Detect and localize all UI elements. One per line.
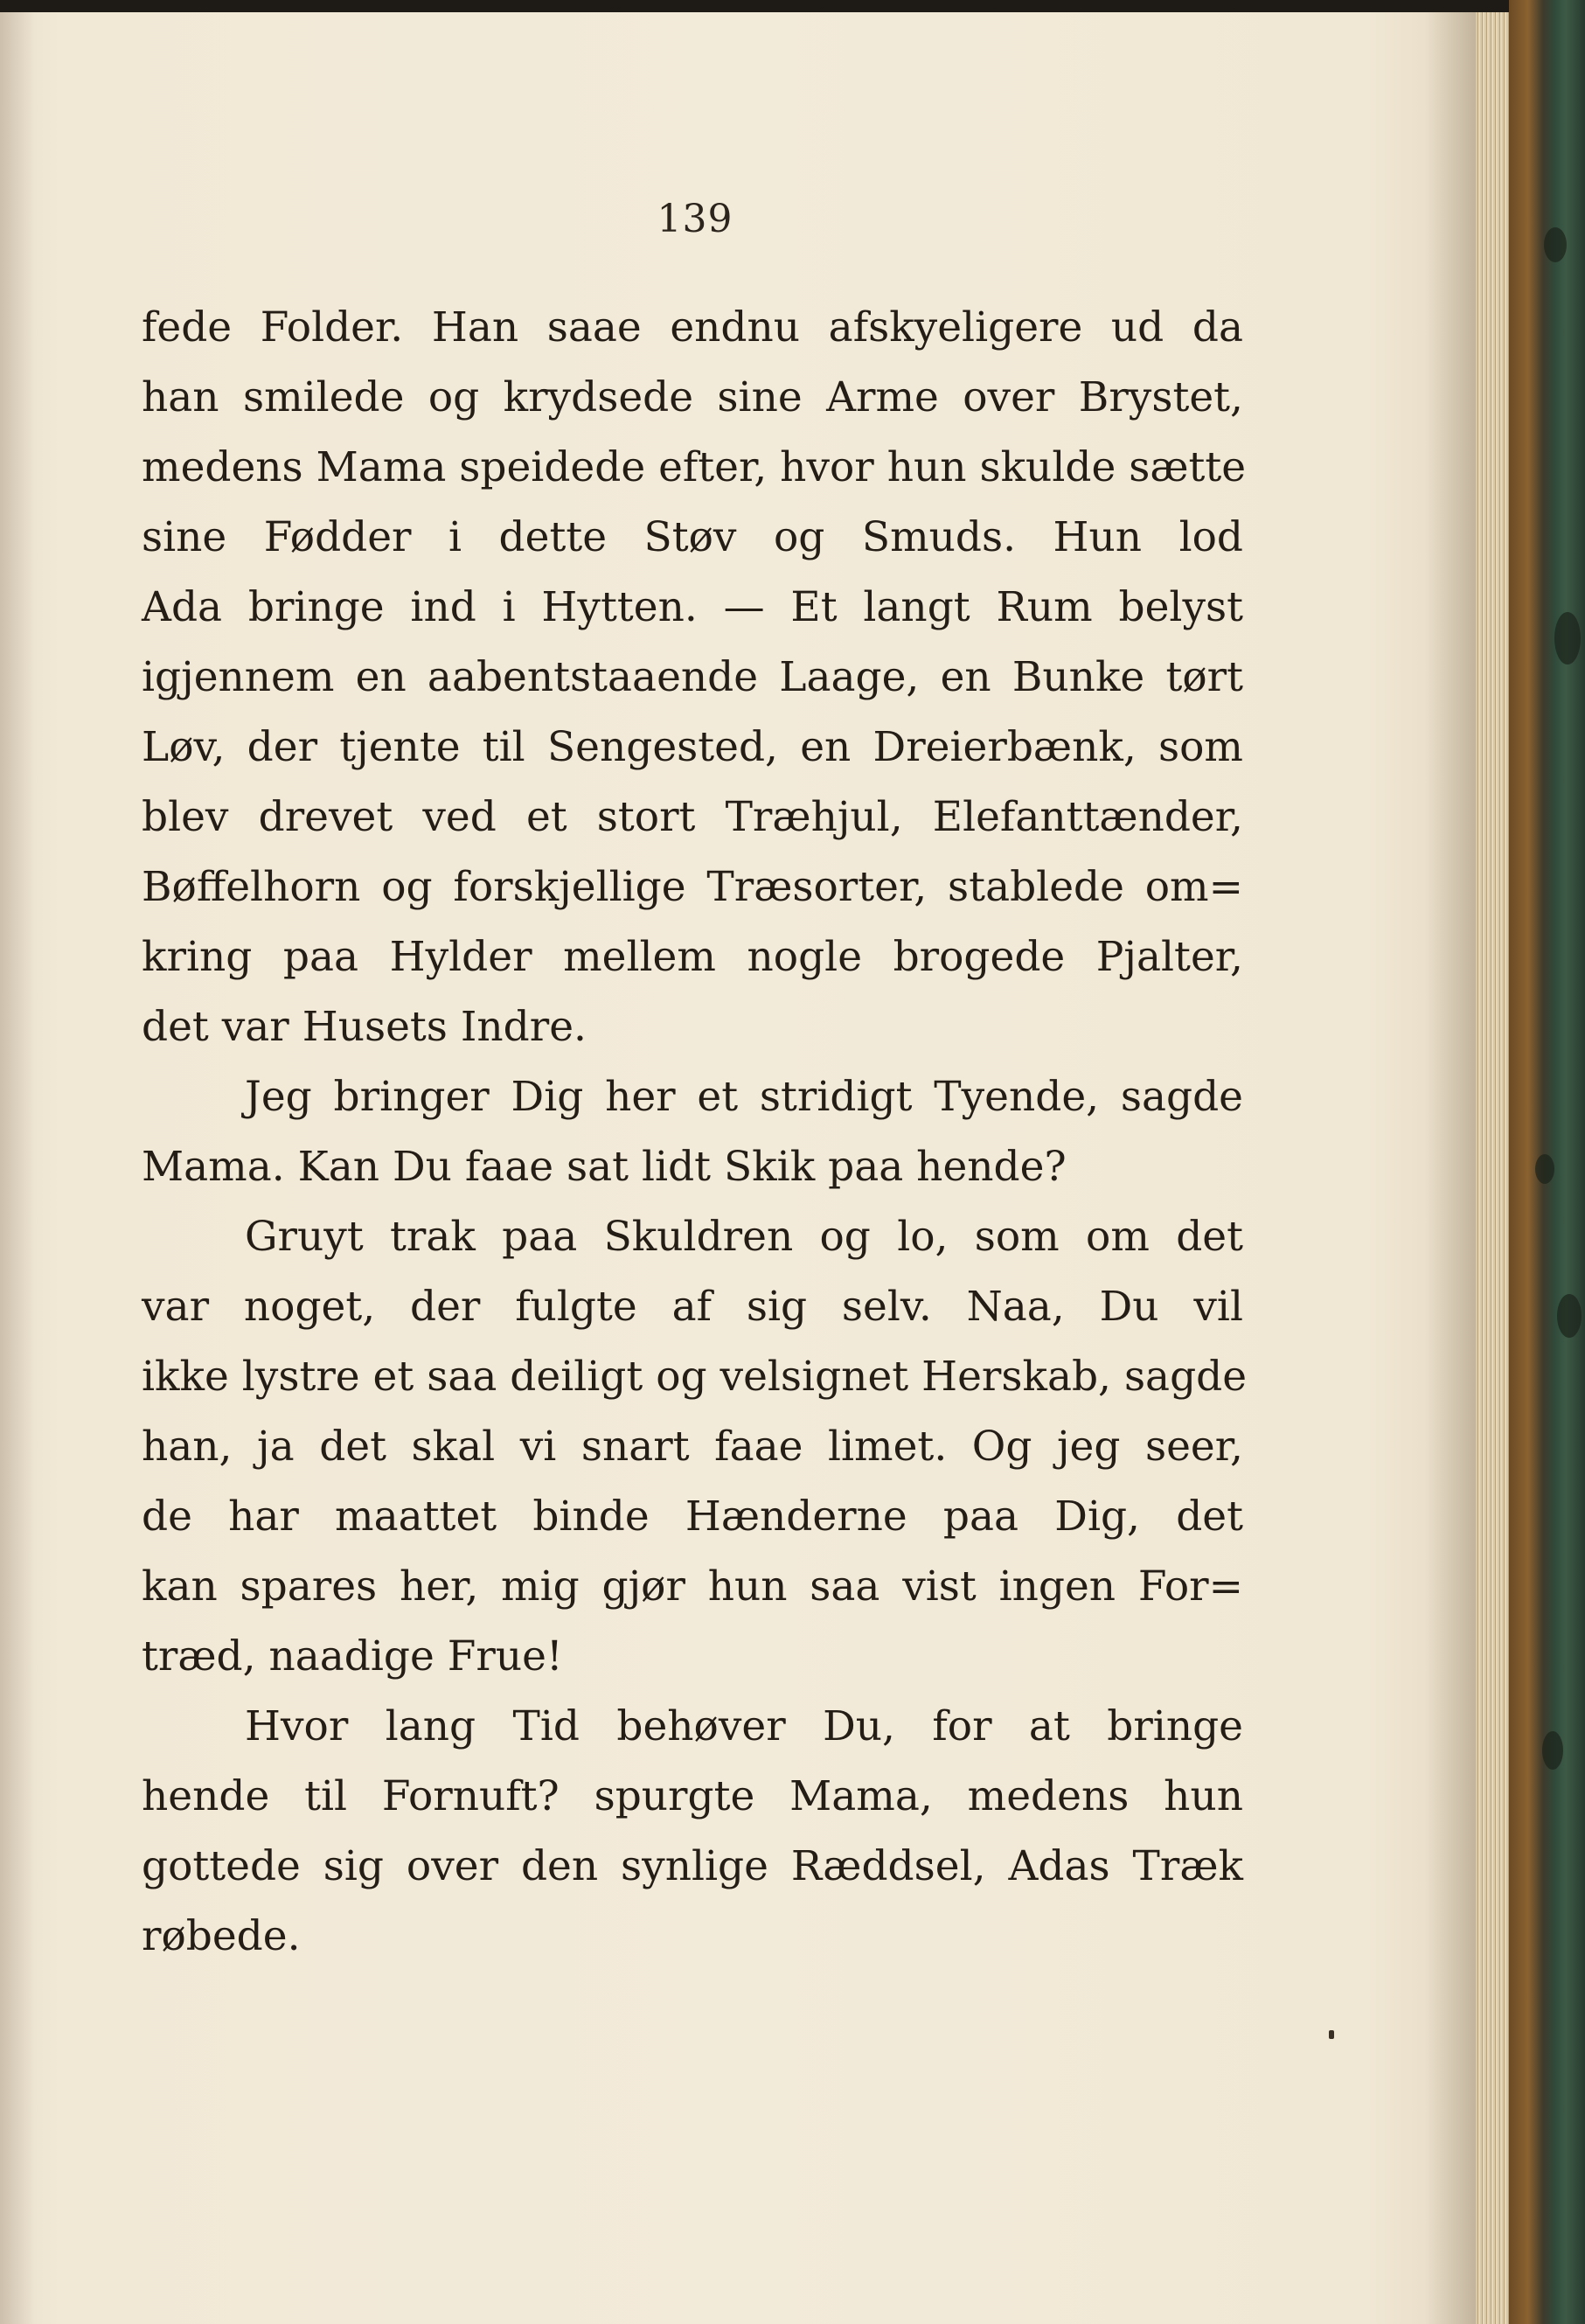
- cover-spot: [1544, 227, 1567, 262]
- cover-spot: [1542, 1731, 1563, 1770]
- text-line: ikke lystre et saa deiligt og velsignet Herskab, sagde: [142, 1353, 1248, 1401]
- text-line: Løv, der tjente til Sengested, en Dreierbænk, som: [142, 723, 1243, 771]
- text-line: Jeg bringer Dig her et stridigt Tyende, sagde: [245, 1073, 1243, 1121]
- text-line: Ada bringe ind i Hytten. — Et langt Rum belyst: [142, 583, 1243, 631]
- text-line: kan spares her, mig gjør hun saa vist ingen For=: [142, 1562, 1243, 1611]
- text-line: medens Mama speidede efter, hvor hun skulde sætte: [142, 443, 1247, 491]
- ink-mark: [1329, 2030, 1334, 2039]
- cover-spot: [1554, 612, 1581, 664]
- text-line: han smilede og krydsede sine Arme over Brystet,: [142, 373, 1243, 421]
- text-line: Hvor lang Tid behøver Du, for at bringe: [245, 1702, 1243, 1750]
- text-line: det var Husets Indre.: [142, 1003, 587, 1051]
- cover-spot: [1535, 1154, 1554, 1184]
- text-line: fede Folder. Han saae endnu afskyeligere ud da: [142, 303, 1243, 351]
- cover-spot: [1557, 1294, 1582, 1338]
- text-line: de har maattet binde Hænderne paa Dig, det: [142, 1493, 1243, 1541]
- page-stack-edges: [1476, 12, 1509, 2324]
- text-line: gottede sig over den synlige Ræddsel, Adas Træk: [142, 1842, 1243, 1890]
- text-line: han, ja det skal vi snart faae limet. Og jeg seer,: [142, 1423, 1243, 1471]
- text-line: Bøffelhorn og forskjellige Træsorter, stablede om=: [142, 863, 1243, 911]
- text-line: røbede.: [142, 1912, 301, 1960]
- text-line: træd, naadige Frue!: [142, 1632, 563, 1680]
- text-line: var noget, der fulgte af sig selv. Naa, Du vil: [142, 1283, 1243, 1331]
- text-line: Gruyt trak paa Skuldren og lo, som om det: [245, 1213, 1243, 1261]
- text-line: sine Fødder i dette Støv og Smuds. Hun lod: [142, 513, 1243, 561]
- page-number: 139: [657, 197, 733, 241]
- text-line: hende til Fornuft? spurgte Mama, medens hun: [142, 1772, 1243, 1820]
- text-line: igjennem en aabentstaaende Laage, en Bunke tørt: [142, 653, 1243, 701]
- text-line: Mama. Kan Du faae sat lidt Skik paa hende?: [142, 1143, 1067, 1191]
- page-body-text: [142, 293, 1248, 1972]
- gutter-shadow: [0, 12, 35, 2324]
- text-line: kring paa Hylder mellem nogle brogede Pjalter,: [142, 933, 1243, 981]
- book-cover-edge: [1509, 0, 1585, 2324]
- text-line: blev drevet ved et stort Træhjul, Elefanttænder,: [142, 793, 1243, 841]
